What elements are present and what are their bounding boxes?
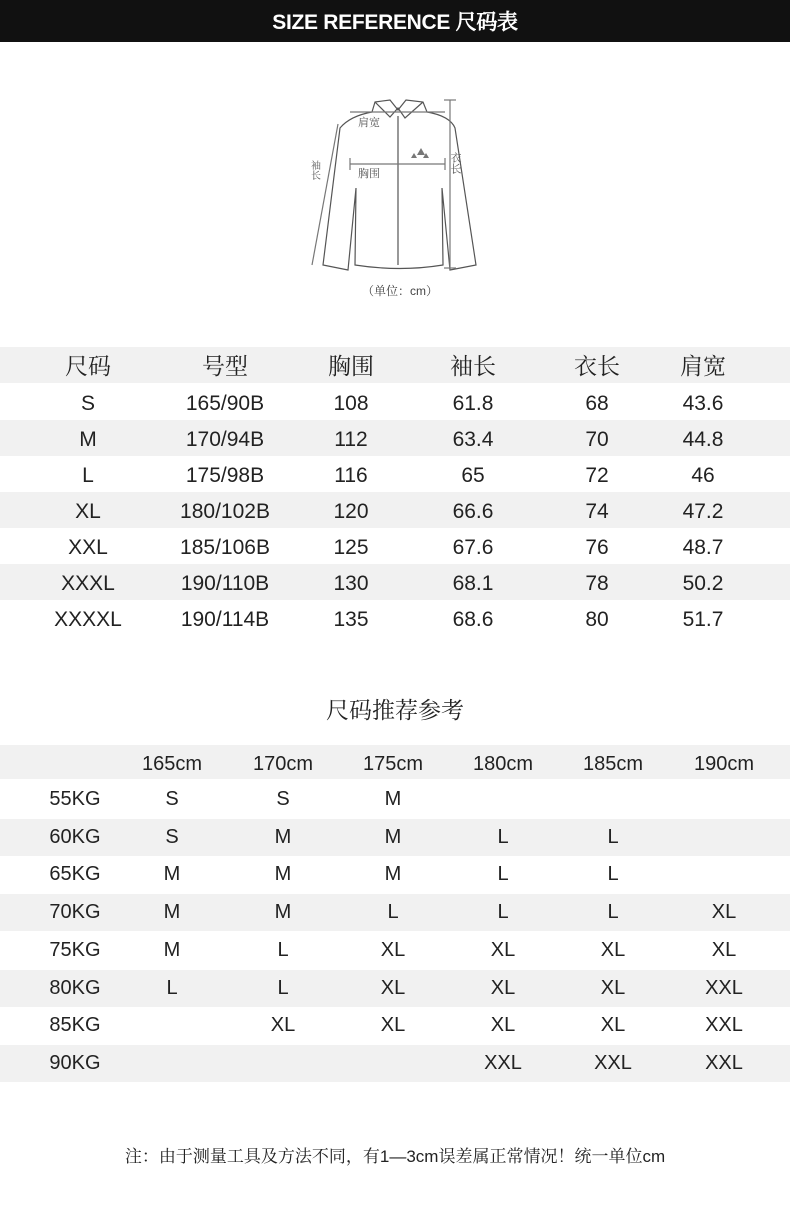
table-cell: 108 [333, 392, 369, 415]
table-cell: 170/94B [185, 428, 265, 451]
column-header: 袖长 [450, 353, 496, 379]
table-cell: 65 [461, 464, 485, 487]
table-cell: 190/114B [180, 608, 270, 631]
recommended-size: L [497, 901, 509, 924]
recommended-size: L [277, 938, 289, 961]
table-cell: 120 [333, 500, 369, 523]
column-header: 肩宽 [680, 353, 726, 379]
recommend-row [0, 781, 790, 818]
recommended-size: XXL [705, 1014, 743, 1037]
shirt-outline-icon [290, 80, 510, 310]
recommended-size: XXL [594, 1051, 632, 1074]
recommended-size: XL [490, 1014, 516, 1037]
recommended-size: M [384, 863, 402, 886]
table-cell: 130 [333, 572, 369, 595]
table-row [0, 564, 790, 600]
height-header: 170cm [252, 753, 314, 775]
recommended-size: M [274, 901, 292, 924]
recommend-header [0, 745, 790, 779]
size-table-header [0, 347, 790, 383]
weight-label: 80KG [49, 976, 101, 999]
shirt-measurement-diagram [290, 80, 510, 310]
table-cell: 190/110B [180, 572, 270, 595]
table-row [0, 528, 790, 564]
recommended-size: XL [380, 938, 406, 961]
height-header: 180cm [472, 753, 534, 775]
table-cell: 50.2 [682, 572, 724, 595]
recommended-size: L [387, 901, 399, 924]
recommended-size: L [166, 976, 178, 999]
header-title: SIZE REFERENCE 尺码表 [0, 0, 790, 42]
recommended-size: XL [600, 1014, 626, 1037]
table-row [0, 420, 790, 456]
table-row [0, 600, 790, 636]
table-cell: M [79, 428, 97, 451]
recommended-size: L [497, 863, 509, 886]
table-cell: 180/102B [180, 500, 270, 523]
table-cell: S [80, 392, 96, 415]
table-cell: 70 [585, 428, 609, 451]
table-cell: 78 [585, 572, 609, 595]
column-header: 尺码 [65, 353, 111, 379]
table-cell: 61.8 [452, 392, 494, 415]
table-cell: 74 [585, 500, 609, 523]
weight-label: 75KG [49, 938, 101, 961]
recommend-row [0, 932, 790, 969]
table-row [0, 384, 790, 420]
table-cell: 165/90B [185, 392, 265, 415]
column-header: 号型 [202, 353, 248, 379]
table-cell: XXXL [61, 572, 115, 595]
recommend-row [0, 970, 790, 1007]
table-cell: L [82, 464, 94, 487]
weight-label: 60KG [49, 825, 101, 848]
recommended-size: XXL [705, 1051, 743, 1074]
recommended-size: L [607, 863, 619, 886]
table-cell: 175/98B [185, 464, 265, 487]
recommended-size: S [276, 788, 290, 810]
table-cell: 125 [333, 536, 369, 559]
table-cell: 116 [334, 464, 368, 487]
recommended-size: XXL [705, 976, 743, 999]
table-cell: XXXXL [54, 608, 122, 631]
table-cell: 44.8 [682, 428, 724, 451]
recommended-size: XL [600, 938, 626, 961]
table-cell: 51.7 [682, 608, 724, 631]
recommended-size: XL [380, 976, 406, 999]
footnote: 注：由于测量工具及方法不同，有1—3cm误差属正常情况！统一单位cm [124, 1147, 666, 1166]
column-header: 胸围 [328, 353, 374, 379]
recommend-row [0, 1007, 790, 1044]
recommend-row [0, 1045, 790, 1082]
table-cell: 43.6 [682, 392, 724, 415]
unit-label: （单位：cm） [362, 284, 438, 298]
recommended-size: M [274, 825, 292, 848]
table-cell: 80 [585, 608, 609, 631]
table-cell: 63.4 [452, 428, 494, 451]
table-cell: 47.2 [682, 500, 724, 523]
recommended-size: XL [711, 901, 737, 924]
recommend-title: 尺码推荐参考 [326, 697, 464, 723]
table-cell: 68.6 [452, 608, 494, 631]
table-cell: 76 [585, 536, 609, 559]
column-header: 衣长 [574, 353, 620, 379]
table-cell: XL [75, 500, 101, 523]
recommended-size: L [607, 901, 619, 924]
recommend-row [0, 894, 790, 931]
chest-label: 胸围 [358, 168, 380, 180]
weight-label: 55KG [49, 788, 101, 810]
table-row [0, 492, 790, 528]
recommended-size: XL [711, 938, 737, 961]
table-cell: 72 [585, 464, 609, 487]
table-cell: 68 [585, 392, 609, 415]
recommended-size: XL [380, 1014, 406, 1037]
recommended-size: M [384, 825, 402, 848]
recommend-row [0, 819, 790, 856]
recommended-size: M [274, 863, 292, 886]
recommended-size: M [384, 788, 402, 810]
weight-label: 85KG [49, 1014, 101, 1037]
recommended-size: S [165, 788, 179, 810]
height-header: 175cm [362, 753, 424, 775]
recommended-size: XXL [484, 1051, 522, 1074]
recommended-size: M [163, 901, 181, 924]
sleeve-label: 袖长 [308, 160, 320, 180]
recommended-size: XL [270, 1014, 296, 1037]
weight-label: 90KG [49, 1051, 101, 1074]
recommend-row [0, 856, 790, 893]
recommended-size: M [163, 938, 181, 961]
table-cell: 135 [333, 608, 369, 631]
table-cell: 46 [691, 464, 715, 487]
shoulder-label: 肩宽 [358, 117, 380, 129]
recommended-size: L [277, 976, 289, 999]
recommended-size: L [497, 825, 509, 848]
table-cell: 67.6 [452, 536, 494, 559]
height-header: 190cm [693, 753, 755, 775]
recommended-size: M [163, 863, 181, 886]
height-header: 165cm [141, 753, 203, 775]
weight-label: 70KG [49, 901, 101, 924]
table-cell: 68.1 [452, 572, 494, 595]
recommended-size: XL [490, 976, 516, 999]
recommended-size: L [607, 825, 619, 848]
height-header: 185cm [582, 753, 644, 775]
table-cell: 66.6 [452, 500, 494, 523]
table-cell: 48.7 [682, 536, 724, 559]
weight-label: 65KG [49, 863, 101, 886]
table-cell: XXL [68, 536, 108, 559]
recommended-size: XL [490, 938, 516, 961]
table-cell: 112 [334, 428, 368, 451]
table-row [0, 456, 790, 492]
recommended-size: S [165, 825, 179, 848]
recommended-size: XL [600, 976, 626, 999]
length-label: 衣长 [449, 152, 461, 174]
table-cell: 185/106B [180, 536, 270, 559]
